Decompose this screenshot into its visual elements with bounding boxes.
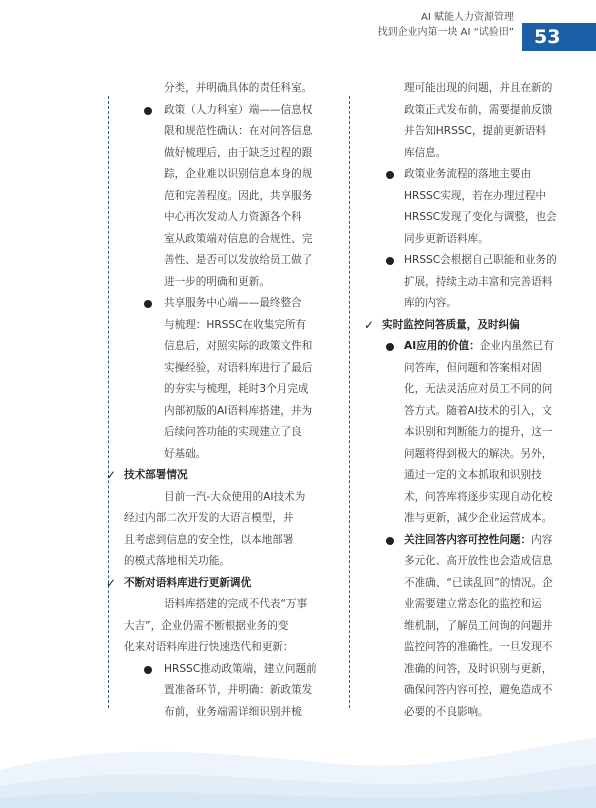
bullet-line: 不准确、“已读乱回”的情况。企 (404, 576, 553, 589)
bullet-rest: 企业内虽然已有 (479, 340, 554, 352)
bullet-line: 善性、是否可以发放给员工做了 (164, 254, 313, 266)
bullet-line: 必要的不良影响。 (404, 705, 489, 718)
paragraph-line: 经过内部二次开发的大语言模型，并 (124, 512, 294, 524)
bullet-line: 踪，企业难以识别信息本身的规 (164, 168, 313, 180)
bullet-line: 布前，业务端需详细识别并梳 (164, 705, 302, 718)
bullet-policy-flow (362, 164, 560, 250)
section-heading-update (106, 573, 336, 595)
paragraph-line: 大吉”，企业仍需不断根据业务的变 (124, 619, 289, 632)
bullet-line: 政策（人力科室）端——信息权 (164, 103, 313, 116)
bullet-rest: 内容 (531, 533, 553, 546)
bullet-line: 信息后，对照实际的政策文件和 (164, 340, 313, 352)
continuation-line: 分类，并明确具体的责任科室。 (164, 82, 313, 94)
bullet-line: 业需要建立常态化的监控和运 (404, 598, 542, 610)
bullet-dot-icon (386, 171, 394, 179)
bullet-policy-side (124, 100, 336, 294)
bullet-line: 答方式。随着AI技术的引入，文 (404, 404, 553, 417)
section-heading-monitor (362, 315, 560, 337)
bullet-line: 库的内容。 (404, 297, 457, 309)
paragraph-line: 化来对语料库进行快速迭代和更新： (124, 641, 294, 653)
bullet-line: 做好梳理后，由于缺乏过程的跟 (164, 146, 313, 159)
bullet-ai-value (362, 336, 560, 530)
paragraph-line: 语料库搭建的完成不代表“万事 (164, 598, 308, 610)
bullet-line: 实操经验，对语料库进行了最后 (164, 361, 313, 374)
bullet-hrssc-expand (362, 250, 560, 315)
paragraph-line: 的模式落地相关功能。 (124, 555, 230, 567)
bullet-line: 准确的问答，及时识别与更新， (404, 662, 553, 675)
bullet-line: 通过一定的文本抓取和识别技 (404, 469, 542, 481)
bullet-line: 化，无法灵活应对员工不同的问 (404, 383, 553, 395)
bullet-line: 术，问答库将逐步实现自动化校 (404, 490, 553, 503)
bullet-line: 与梳理：HRSSC在收集完所有 (164, 318, 307, 331)
bullet-line: 好基础。 (164, 447, 207, 460)
bullet-dot-icon (144, 300, 152, 308)
section-heading-text: 不断对语料库进行更新调优 (124, 576, 252, 589)
section-heading-tech (106, 465, 336, 487)
continuation-line: 并告知HRSSC，提前更新语料 (404, 125, 547, 137)
continuation-line: 库信息。 (404, 146, 447, 159)
bullet-line: 进一步的明确和更新。 (164, 275, 270, 288)
page-number: 53 (522, 23, 596, 51)
bullet-line: 政策业务流程的落地主要由 (404, 168, 532, 180)
continuation-line: 理可能出现的问题，并且在新的 (404, 82, 553, 94)
bullet-line: 后续问答功能的实现建立了良 (164, 426, 302, 438)
paragraph-line: 目前一汽-大众使用的AI技术为 (164, 490, 306, 503)
bullet-line: HRSSC实现，若在办理过程中 (404, 189, 547, 202)
bullet-dot-icon (144, 666, 152, 674)
bullet-dot-icon (386, 343, 394, 351)
bullet-line: 同步更新语料库。 (404, 232, 489, 245)
bullet-line: 扩展，持续主动丰富和完善语料 (404, 275, 553, 288)
bullet-line: 维机制，了解员工问询的问题并 (404, 619, 553, 632)
bullet-service-center-side (124, 293, 336, 465)
bullet-dot-icon (144, 107, 152, 115)
bullet-line: 中心再次发动人力资源各个科 (164, 211, 302, 223)
decorative-wave-footer (0, 698, 596, 808)
bullet-line: 限和规范性确认：在对问答信息 (164, 125, 313, 137)
middle-dashed-divider (349, 96, 350, 708)
bullet-line: 共享服务中心端——最终整合 (164, 297, 302, 309)
bullet-line: 问题将得到极大的解决。另外， (404, 447, 553, 460)
continuation-line: 政策正式发布前，需要提前反馈 (404, 103, 553, 116)
bullet-line: 准与更新，减少企业运营成本。 (404, 512, 553, 524)
bullet-lead: 关注回答内容可控性问题： (404, 533, 532, 546)
bullet-line: HRSSC发现了变化与调整，也会 (404, 211, 557, 223)
chapter-title: 找到企业内第一块 AI “试验田” (377, 27, 514, 38)
paragraph-line: 且考虑到信息的安全性，以本地部署 (124, 533, 294, 546)
bullet-line: HRSSC推动政策端，建立问题前 (164, 662, 317, 675)
bullet-line: 范和完善程度。因此，共享服务 (164, 189, 313, 202)
bullet-dot-icon (386, 537, 394, 545)
bullet-line: HRSSC会根据自己职能和业务的 (404, 254, 557, 266)
bullet-line: 确保问答内容可控，避免造成不 (404, 684, 553, 696)
section-heading-text: 实时监控问答质量，及时纠偏 (382, 318, 520, 331)
bullet-line: 的夯实与梳理，耗时3个月完成 (164, 383, 309, 395)
checkmark-icon: ✓ (364, 317, 375, 332)
bullet-line: 本识别和判断能力的提升，这一 (404, 426, 553, 438)
bullet-line: 内部初版的AI语料库搭建，并为 (164, 404, 313, 417)
section-heading-text: 技术部署情况 (124, 469, 188, 481)
running-header (377, 10, 514, 40)
bullet-lead: AI应用的价值： (404, 340, 480, 352)
book-title: AI 赋能人力资源管理 (421, 12, 514, 23)
right-column (362, 78, 560, 723)
bullet-line: 室从政策端对信息的合规性、完 (164, 232, 313, 245)
checkmark-icon: ✓ (106, 575, 117, 590)
bullet-line: 置准备环节，并明确：新政策发 (164, 684, 313, 696)
bullet-answer-control (362, 530, 560, 724)
bullet-line: 多元化、高开放性也会造成信息 (404, 555, 553, 567)
checkmark-icon: ✓ (106, 468, 117, 482)
left-column (106, 78, 336, 723)
bullet-dot-icon (386, 257, 394, 265)
bullet-line: 问答库，但问题和答案相对固 (404, 361, 542, 374)
left-dashed-divider (108, 96, 109, 708)
bullet-line: 监控问答的准确性。一旦发现不 (404, 641, 553, 653)
